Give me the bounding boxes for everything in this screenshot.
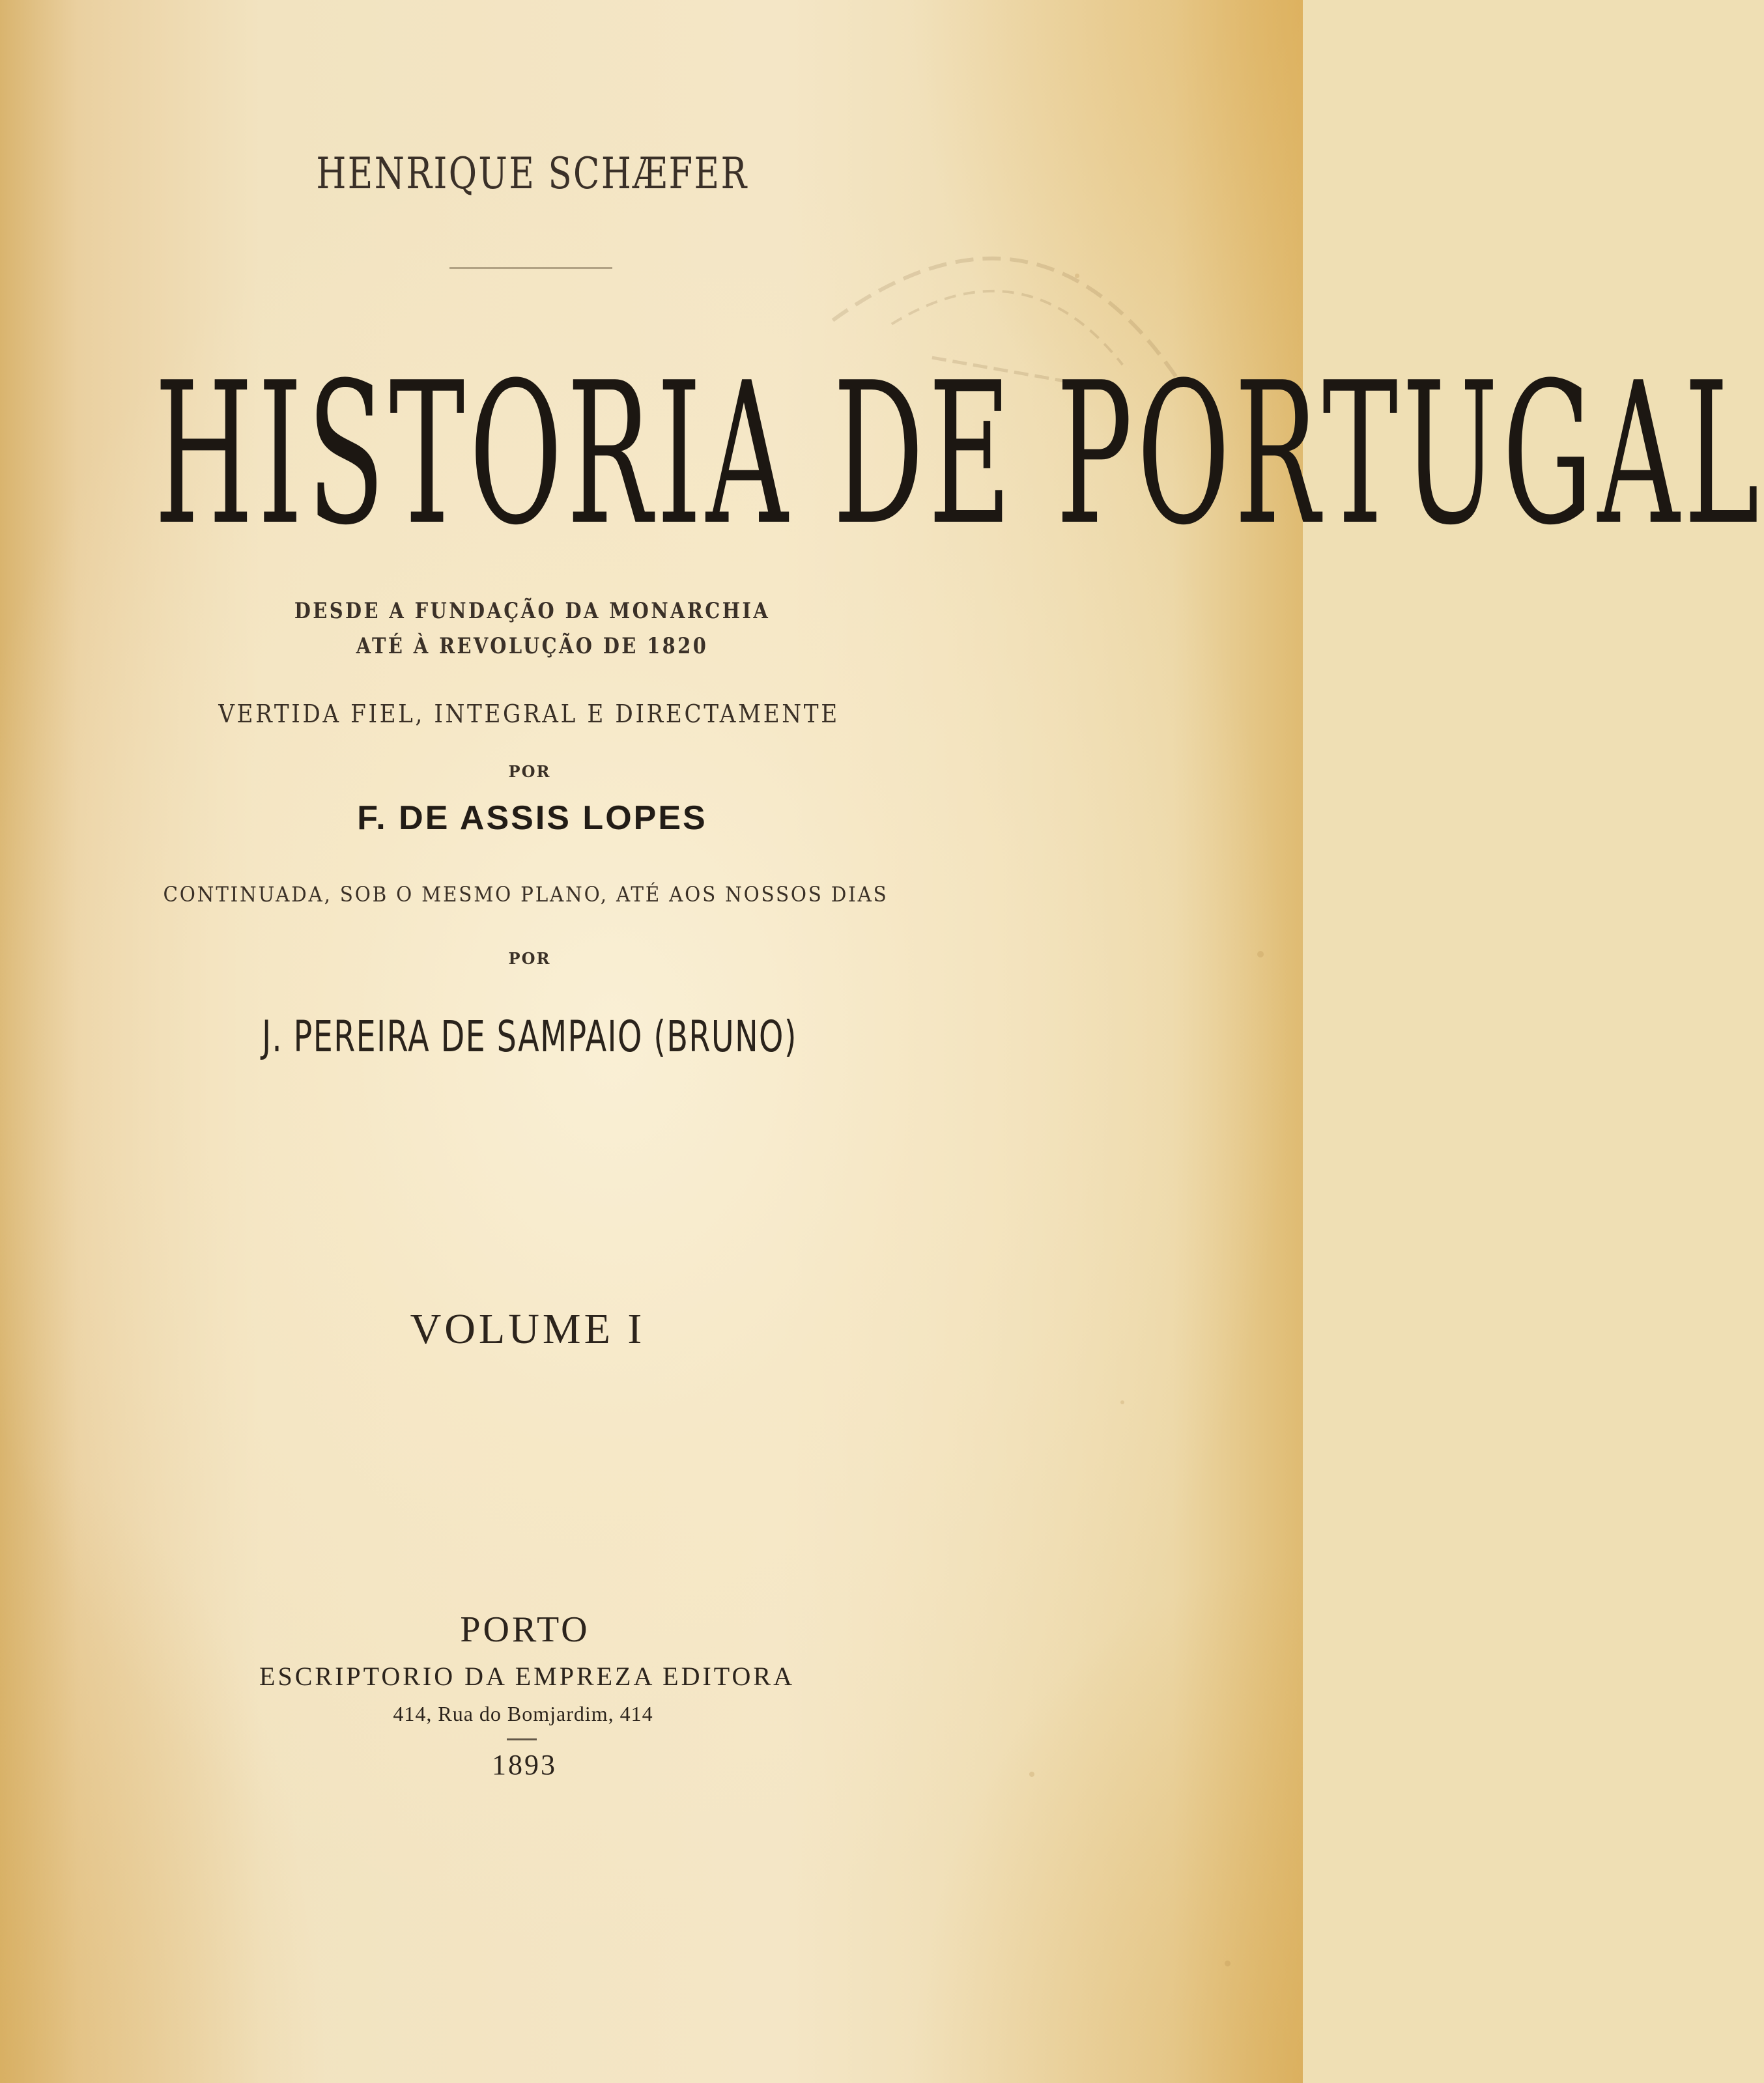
continuer-name: J. PEREIRA DE SAMPAIO (BRUNO) [262, 1012, 797, 1062]
divider-rule [449, 267, 612, 269]
continuation-note: CONTINUADA, SOB O MESMO PLANO, ATÉ AOS NOSSOS DIAS [163, 882, 889, 907]
by-label: POR [508, 949, 551, 968]
foxing-spot [1075, 274, 1079, 278]
volume-label: VOLUME I [410, 1305, 646, 1353]
foxing-spot [1120, 1400, 1124, 1404]
foxing-spot [1225, 1961, 1231, 1966]
subtitle-line-2: ATÉ À REVOLUÇÃO DE 1820 [356, 633, 709, 659]
author-name: HENRIQUE SCHÆFER [316, 149, 748, 199]
imprint-city: PORTO [460, 1609, 590, 1650]
by-label: POR [508, 762, 551, 781]
imprint-publisher: ESCRIPTORIO DA EMPREZA EDITORA [259, 1662, 795, 1691]
imprint-year: 1893 [492, 1749, 557, 1781]
foxing-spot [1257, 951, 1264, 957]
imprint-address: 414, Rua do Bomjardim, 414 [393, 1702, 653, 1725]
imprint-rule [507, 1738, 537, 1740]
translation-note: VERTIDA FIEL, INTEGRAL E DIRECTAMENTE [218, 700, 840, 728]
subtitle-line-1: DESDE A FUNDAÇÃO DA MONARCHIA [294, 598, 771, 624]
book-title: HISTORIA DE PORTUGAL [154, 341, 1764, 568]
translator-name: F. DE ASSIS LOPES [357, 799, 707, 837]
